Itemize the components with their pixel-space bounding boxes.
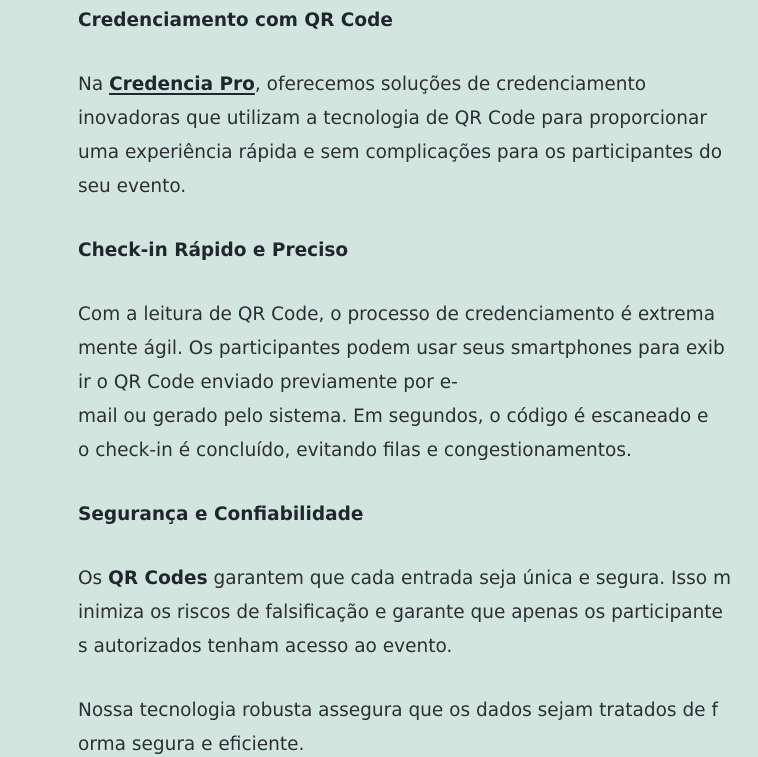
paragraph-tecnologia-line: Nossa tecnologia robusta assegura que os dados sejam tratados de f [78, 700, 718, 721]
text-fragment: , oferecemos soluções de credenciamento [254, 74, 647, 95]
paragraph-checkin-line: mail ou gerado pelo sistema. Em segundos, o código é escaneado e [78, 406, 709, 427]
text-fragment: Na [78, 74, 110, 95]
paragraph-checkin-line: mente ágil. Os participantes podem usar seus smartphones para exib [78, 338, 725, 359]
section-heading-seguranca: Segurança e Confiabilidade [78, 504, 364, 525]
paragraph-checkin-line: Com a leitura de QR Code, o processo de credenciamento é extrema [78, 304, 716, 325]
section-heading-checkin: Check-in Rápido e Preciso [78, 240, 349, 261]
paragraph-intro-line: seu evento. [78, 176, 187, 197]
section-heading-credenciamento: Credenciamento com QR Code [78, 10, 393, 31]
paragraph-seguranca-line: s autorizados tenham acesso ao evento. [78, 636, 453, 657]
text-fragment: Os [78, 568, 109, 589]
paragraph-intro-line [78, 73, 646, 97]
paragraph-intro-line: uma experiência rápida e sem complicações para os participantes do [78, 142, 723, 163]
credencia-pro-link[interactable]: Credencia Pro [109, 74, 255, 95]
paragraph-checkin-line: ir o QR Code enviado previamente por e- [78, 372, 458, 393]
paragraph-intro-line: inovadoras que utilizam a tecnologia de QR Code para proporcionar [78, 108, 707, 129]
paragraph-tecnologia-line: orma segura e eficiente. [78, 734, 305, 755]
paragraph-checkin-line: o check-in é concluído, evitando filas e congestionamentos. [78, 440, 632, 461]
paragraph-seguranca-line [78, 567, 731, 591]
text-fragment: garantem que cada entrada seja única e segura. Isso m [207, 568, 732, 589]
qr-codes-emphasis: QR Codes [108, 568, 208, 589]
paragraph-seguranca-line: inimiza os riscos de falsificação e garante que apenas os participante [78, 602, 723, 623]
